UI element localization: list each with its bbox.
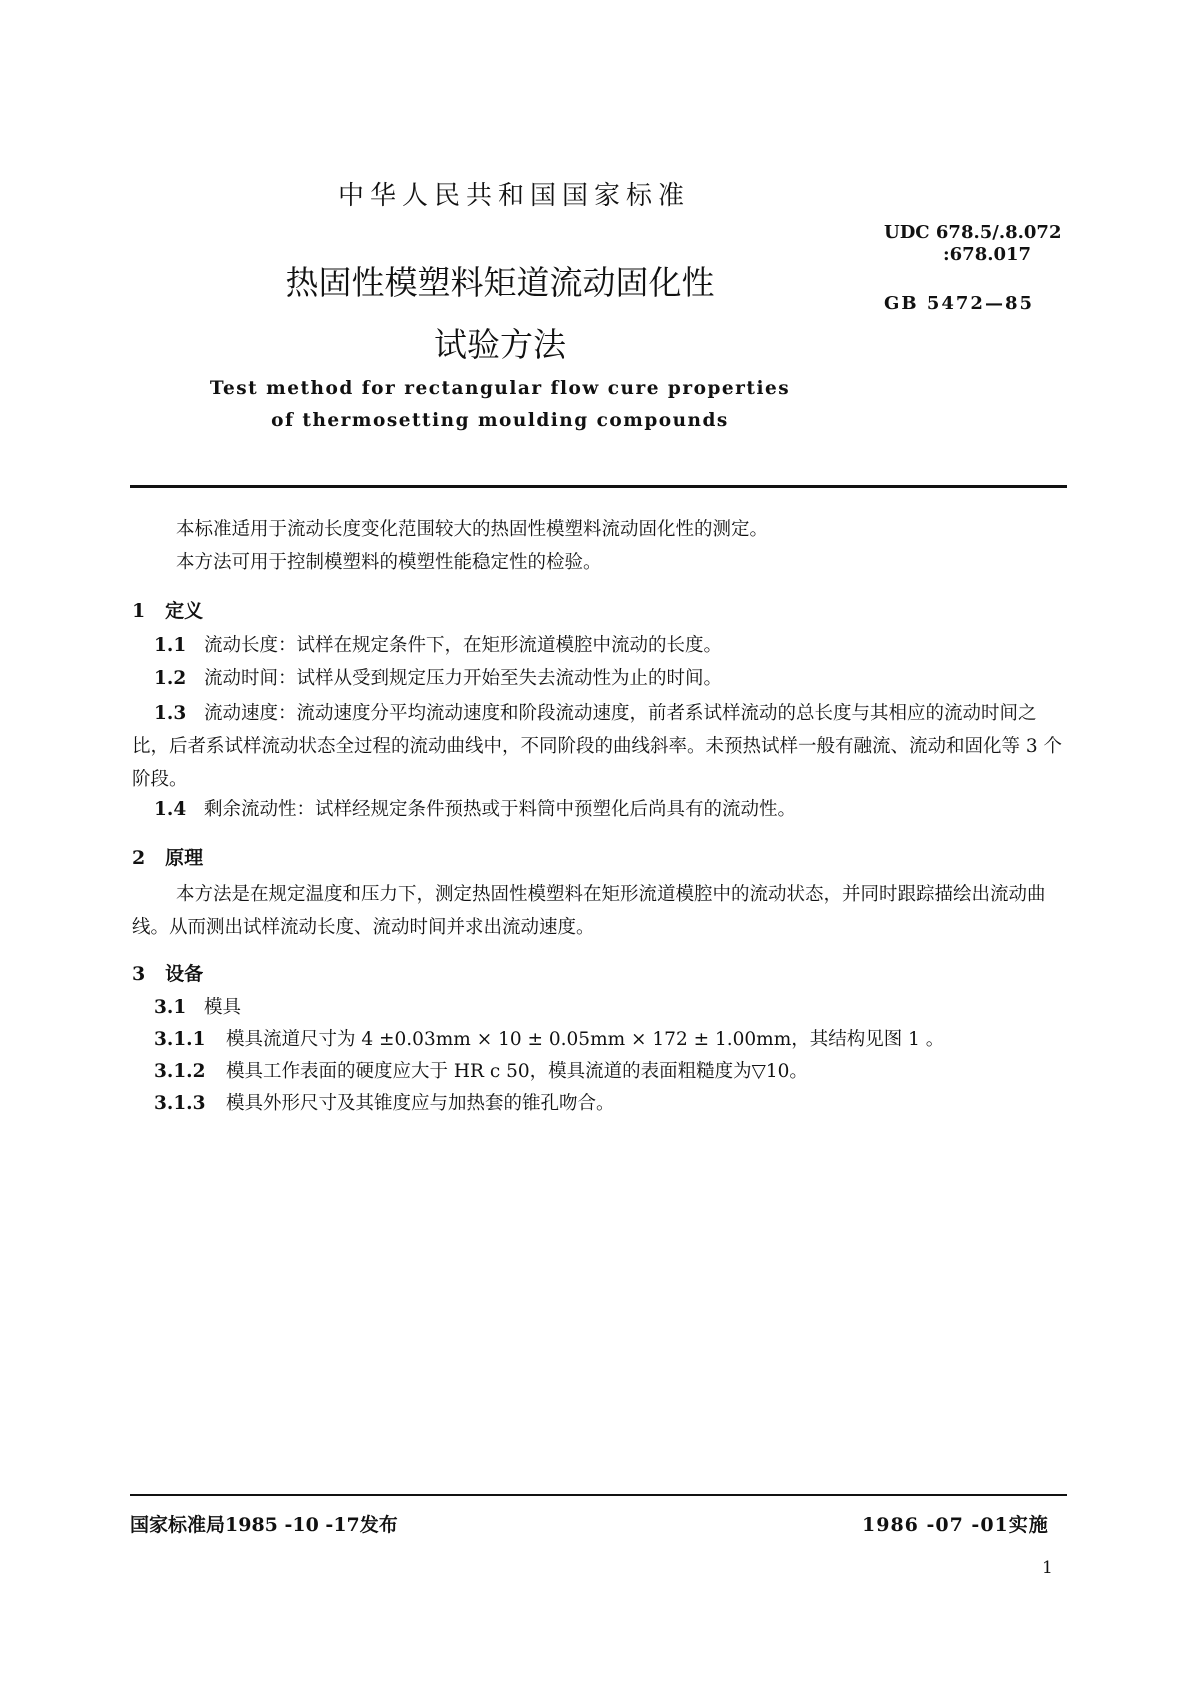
title-zh-line-1: 热固性模塑料矩道流动固化性 (285, 263, 715, 302)
clause-3-1-number: 3.1 (154, 997, 187, 1018)
clause-1-2-text: 流动时间：试样从受到规定压力开始至失去流动性为止的时间。 (204, 668, 723, 689)
clause-3-1-1-number: 3.1.1 (154, 1029, 206, 1050)
clause-1-1 (154, 632, 722, 660)
udc-line-2: :678.017 (943, 244, 1032, 265)
section-2-text: 本方法是在规定温度和压力下，测定热固性模塑料在矩形流道模腔中的流动状态，并同时跟踪描绘出流动曲线。从而测出试样流动长度、流动时间并求出流动速度。 (132, 884, 1046, 938)
intro-paragraph-1: 本标准适用于流动长度变化范围较大的热固性模塑料流动固化性的测定。 (176, 519, 769, 540)
national-standard-heading: 中华人民共和国国家标准 (338, 181, 691, 211)
clause-3-1-1 (154, 1026, 944, 1054)
title-en-line-2: of thermosetting moulding compounds (271, 410, 729, 431)
clause-1-1-number: 1.1 (154, 635, 187, 656)
section-3-title: 设备 (165, 963, 204, 985)
clause-3-1-3-text: 模具外形尺寸及其锥度应与加热套的锥孔吻合。 (226, 1093, 615, 1114)
section-1-number: 1 (132, 600, 146, 622)
clause-1-4 (154, 796, 796, 824)
clause-3-1-text: 模具 (204, 997, 242, 1018)
title-english (200, 373, 800, 437)
udc-line-1: UDC 678.5/.8.072 (884, 222, 1062, 243)
header-divider (130, 485, 1067, 488)
clause-3-1-2-number: 3.1.2 (154, 1061, 206, 1082)
clause-1-3-text: 流动速度：流动速度分平均流动速度和阶段流动速度，前者系试样流动的总长度与其相应的流动时间之比，后者系试样流动状态全过程的流动曲线中，不同阶段的曲线斜率。未预热试样一般有融流、流动和固化等 3 个阶段。 (132, 703, 1063, 790)
clause-3-1-3 (154, 1090, 615, 1118)
clause-3-1-2-text: 模具工作表面的硬度应大于 HR c 50，模具流道的表面粗糙度为▽10。 (226, 1061, 808, 1082)
section-2-number: 2 (132, 847, 146, 869)
clause-3-1-1-text: 模具流道尺寸为 4 ±0.03mm × 10 ± 0.05mm × 172 ± 1.00mm，其结构见图 1 。 (226, 1029, 945, 1050)
clause-1-2 (154, 665, 722, 693)
intro-paragraph-2: 本方法可用于控制模塑料的模塑性能稳定性的检验。 (176, 552, 602, 573)
clause-1-3 (132, 697, 1064, 796)
udc-code (884, 222, 1061, 266)
clause-1-3-number: 1.3 (154, 703, 187, 724)
section-1-title: 定义 (165, 600, 204, 622)
section-2-title: 原理 (165, 847, 204, 869)
page-number: 1 (1042, 1558, 1053, 1578)
clause-1-2-number: 1.2 (154, 668, 187, 689)
section-3-heading (132, 959, 203, 986)
section-2-heading (132, 843, 203, 870)
clause-1-4-number: 1.4 (154, 799, 187, 820)
gb-number: GB 5472—85 (884, 293, 1034, 314)
effective-date: 1986 -07 -01实施 (862, 1514, 1049, 1536)
issue-date: 国家标准局1985 -10 -17发布 (130, 1514, 398, 1536)
title-en-line-1: Test method for rectangular flow cure properties (209, 378, 791, 399)
section-3-number: 3 (132, 963, 146, 985)
clause-3-1-3-number: 3.1.3 (154, 1093, 206, 1114)
clause-3-1 (154, 994, 241, 1022)
title-chinese (260, 252, 740, 376)
clause-3-1-2 (154, 1058, 808, 1086)
title-zh-line-2: 试验方法 (434, 325, 566, 364)
section-1-heading (132, 596, 203, 623)
footer-divider (130, 1494, 1067, 1496)
clause-1-4-text: 剩余流动性：试样经规定条件预热或于料筒中预塑化后尚具有的流动性。 (204, 799, 797, 820)
clause-1-1-text: 流动长度：试样在规定条件下，在矩形流道模腔中流动的长度。 (204, 635, 723, 656)
